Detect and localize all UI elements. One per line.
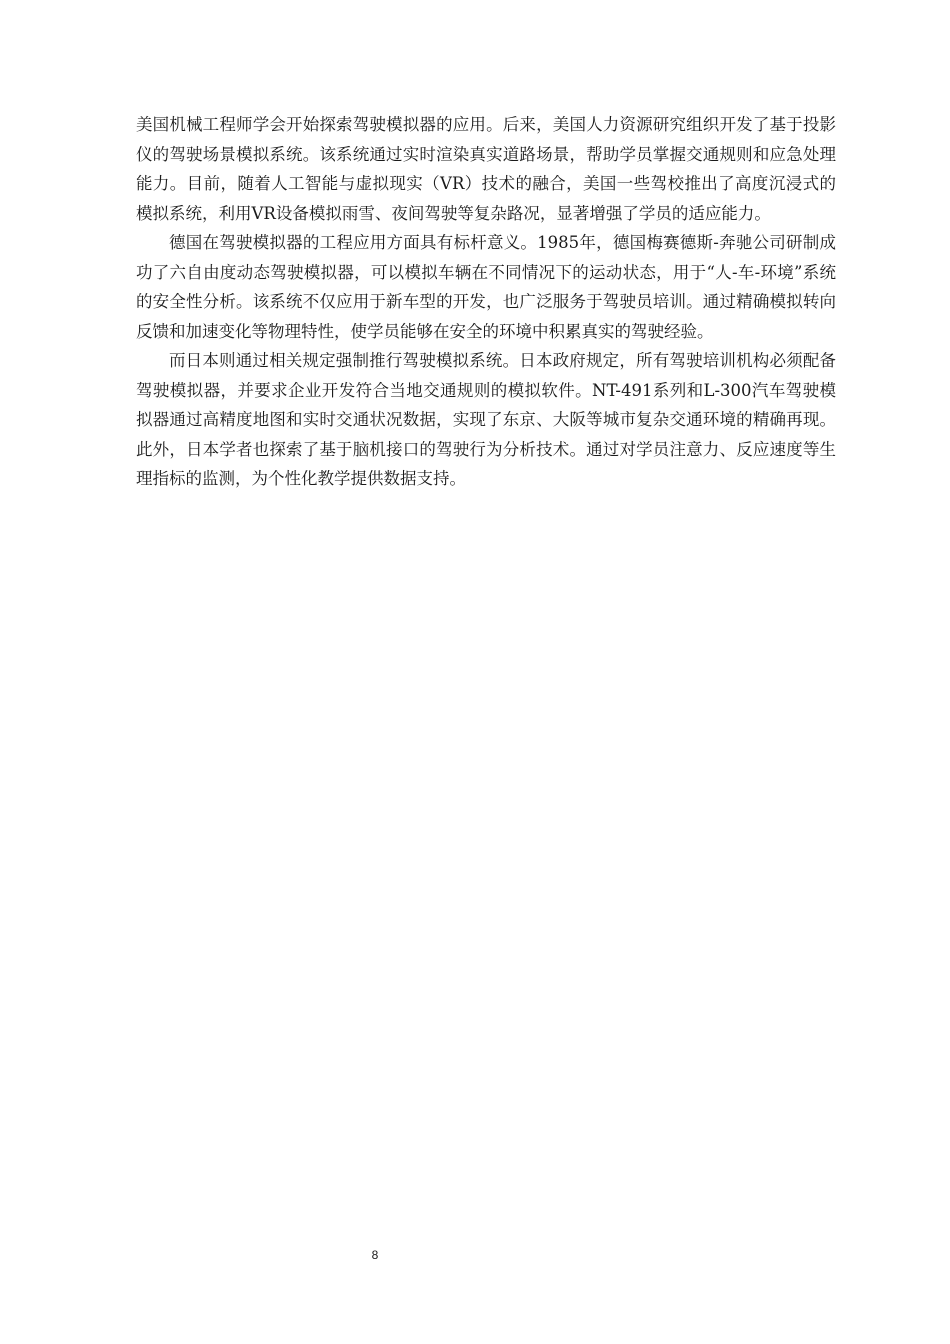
paragraph-germany: 德国在驾驶模拟器的工程应用方面具有标杆意义。1985年，德国梅赛德斯-奔驰公司研制成功了六自由度动态驾驶模拟器，可以模拟车辆在不同情况下的运动状态，用于“人-车-环境”系统的安全性分析。该系统不仅应用于新车型的开发，也广泛服务于驾驶员培训。通过精确模拟转向反馈和加速变化等物理特性，使学员能够在安全的环境中积累真实的驾驶经验。 [136, 233, 836, 341]
paragraph-continuation: 美国机械工程师学会开始探索驾驶模拟器的应用。后来，美国人力资源研究组织开发了基于投影仪的驾驶场景模拟系统。该系统通过实时渲染真实道路场景，帮助学员掌握交通规则和应急处理能力。目前，随着人工智能与虚拟现实（VR）技术的融合，美国一些驾校推出了高度沉浸式的模拟系统，利用VR设备模拟雨雪、夜间驾驶等复杂路况，显著增强了学员的适应能力。 [136, 115, 836, 223]
page-number: 8 [371, 1248, 379, 1262]
body-text [136, 110, 836, 494]
paragraph-japan: 而日本则通过相关规定强制推行驾驶模拟系统。日本政府规定，所有驾驶培训机构必须配备驾驶模拟器，并要求企业开发符合当地交通规则的模拟软件。NT-491系列和L-300汽车驾驶模拟器通过高精度地图和实时交通状况数据，实现了东京、大阪等城市复杂交通环境的精确再现。此外，日本学者也探索了基于脑机接口的驾驶行为分析技术。通过对学员注意力、反应速度等生理指标的监测，为个性化教学提供数据支持。 [136, 351, 836, 488]
